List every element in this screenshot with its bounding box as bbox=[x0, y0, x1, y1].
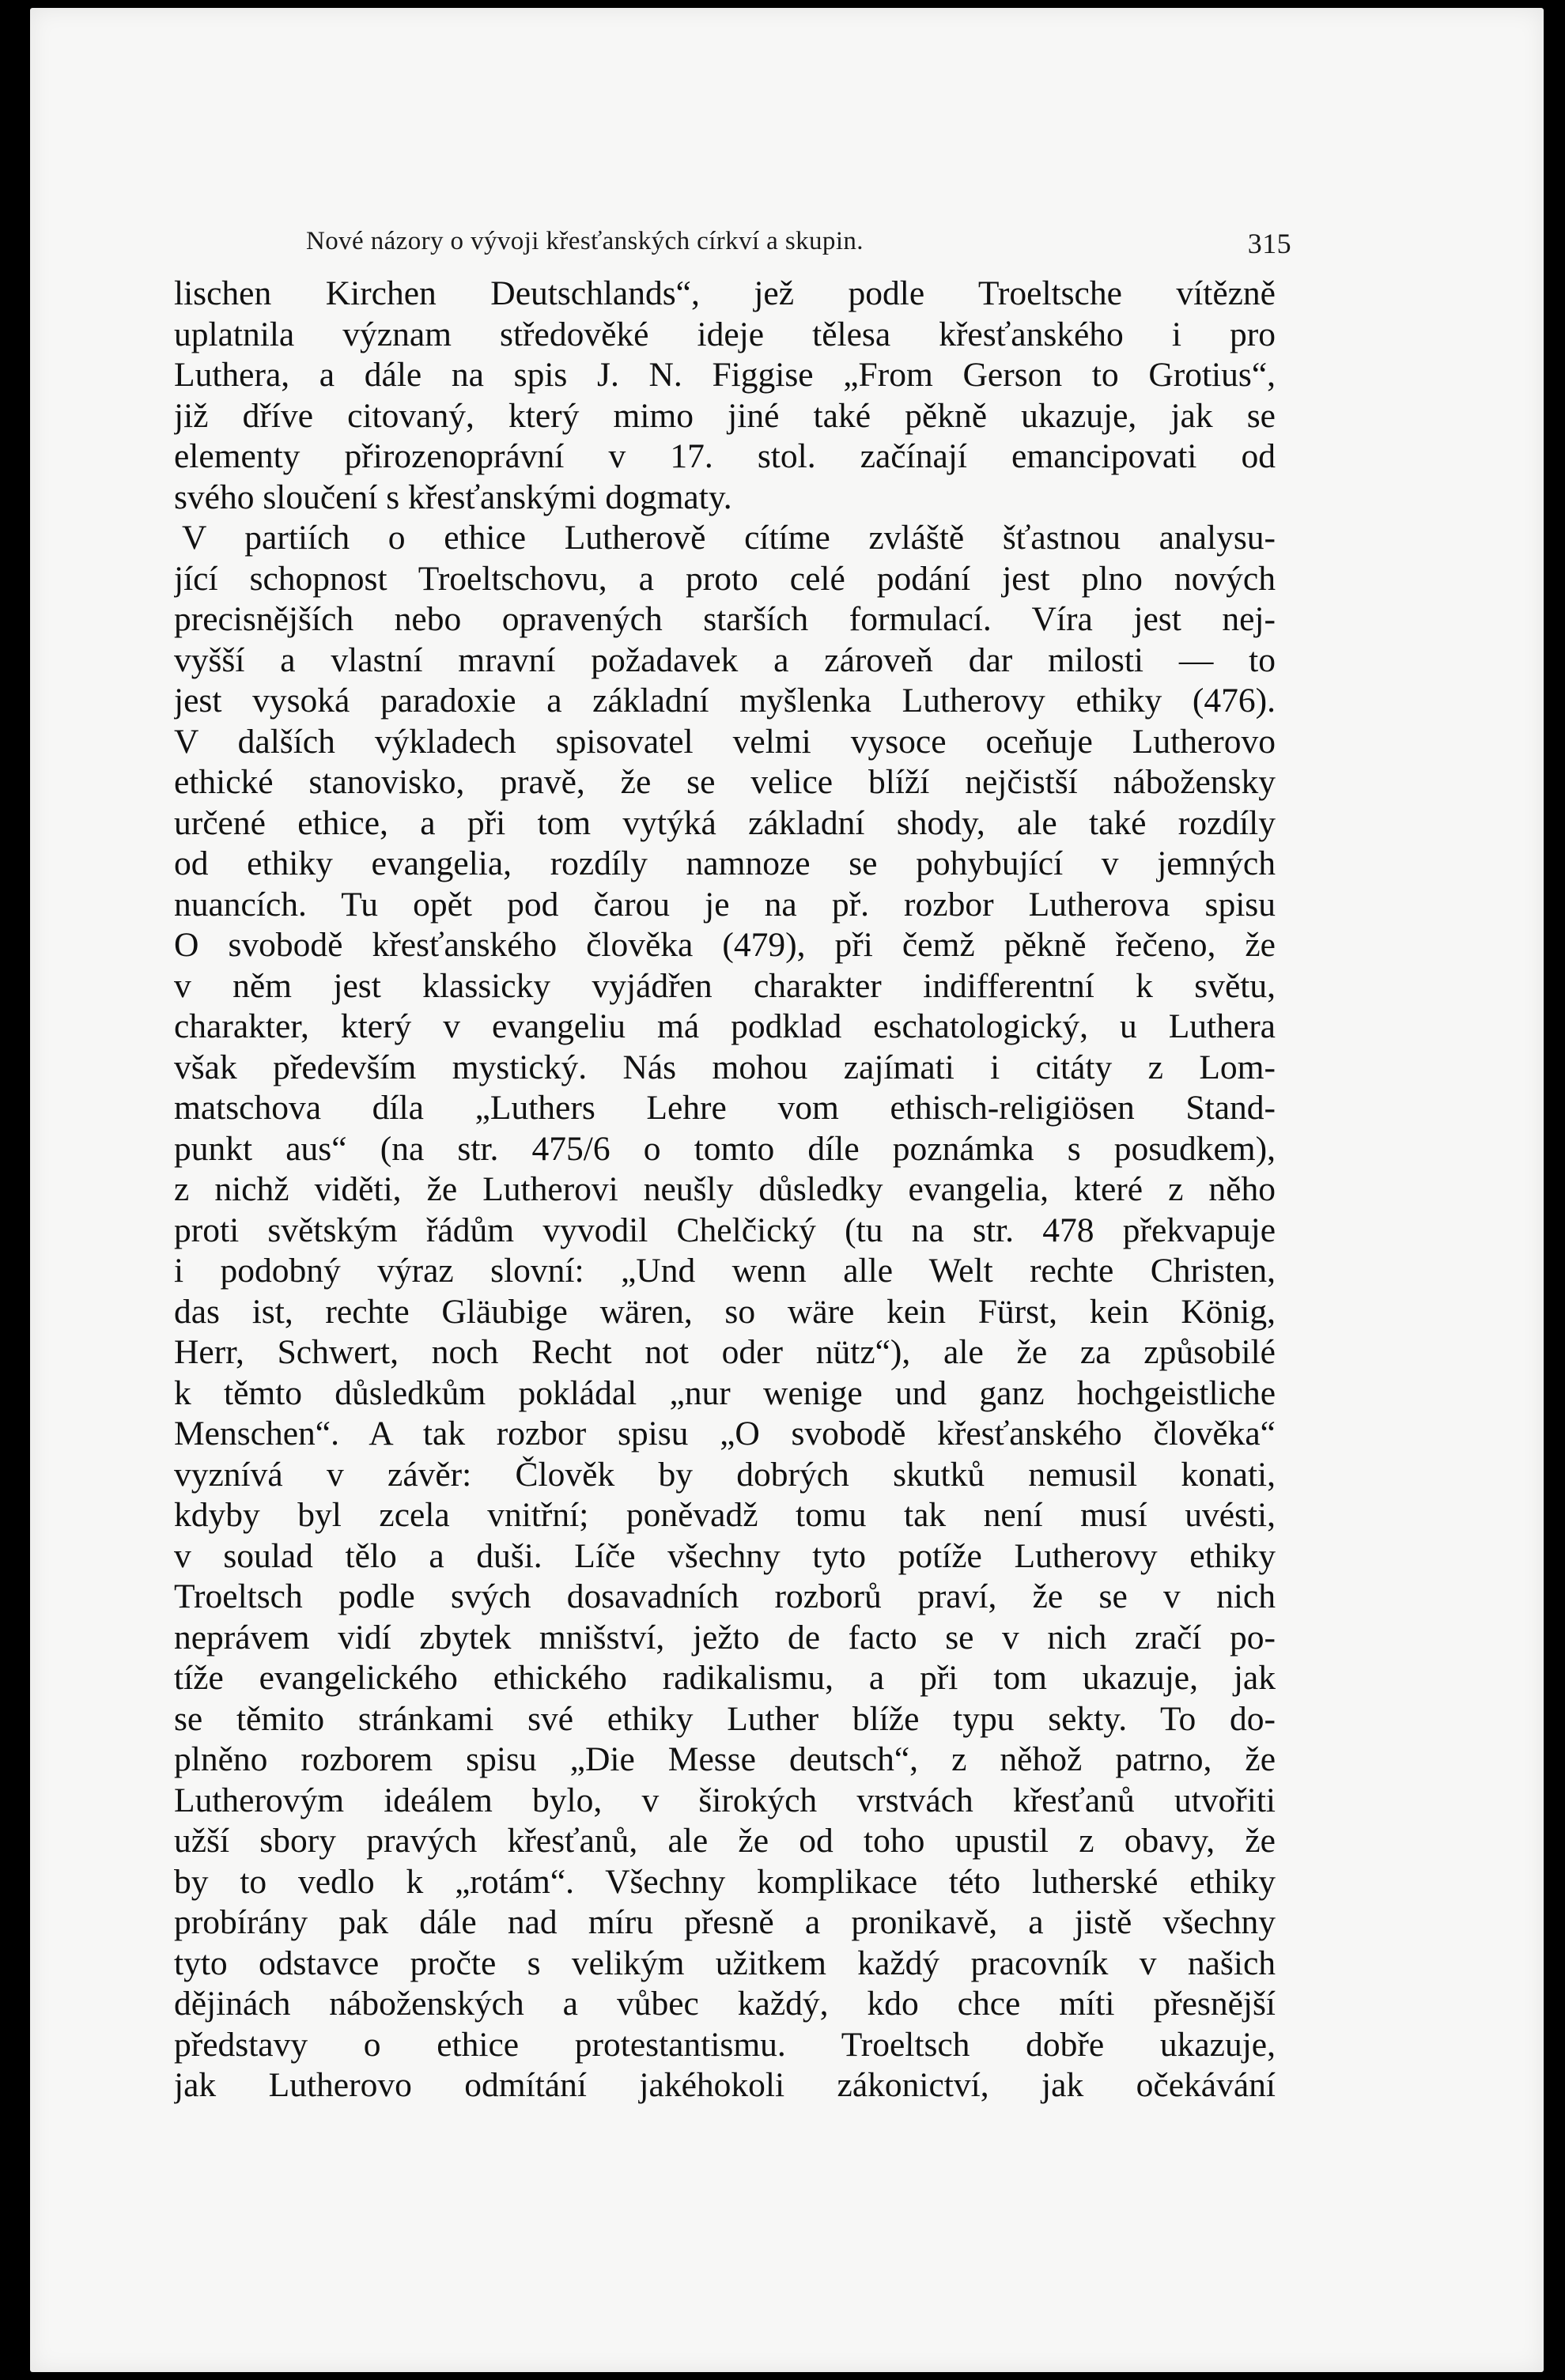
text-line: precisnějších nebo opravených starších formulací. Víra jest nej- bbox=[174, 600, 1276, 638]
text-line: lischen Kirchen Deutschlands“, jež podle Troeltsche vítězně bbox=[174, 274, 1276, 312]
text-line: k těmto důsledkům pokládal „nur wenige und ganz hochgeistliche bbox=[174, 1373, 1276, 1412]
text-line: i podobný výraz slovní: „Und wenn alle Welt rechte Christen, bbox=[174, 1252, 1276, 1290]
text-line: das ist, rechte Gläubige wären, so wäre kein Fürst, kein König, bbox=[174, 1292, 1276, 1331]
text-line: vyznívá v závěr: Člověk by dobrých skutků nemusil konati, bbox=[174, 1455, 1276, 1494]
text-line: punkt aus“ (na str. 475/6 o tomto díle poznámka s posudkem), bbox=[174, 1129, 1276, 1168]
text-line: v něm jest klassicky vyjádřen charakter indifferentní k světu, bbox=[174, 966, 1276, 1005]
text-line: se těmito stránkami své ethiky Luther blíže typu sekty. To do- bbox=[174, 1699, 1276, 1738]
text-line: uplatnila význam středověké ideje tělesa křesťanského i pro bbox=[174, 315, 1276, 353]
text-line: svého sloučení s křesťanskými dogmaty. bbox=[174, 478, 732, 516]
text-line: by to vedlo k „rotám“. Všechny komplikace této lutherské ethiky bbox=[174, 1862, 1276, 1901]
text-line: V partiích o ethice Lutherově cítíme zvláště šťastnou analysu- bbox=[182, 519, 1276, 557]
text-line: O svobodě křesťanského člověka (479), při čemž pěkně řečeno, že bbox=[174, 926, 1276, 964]
text-line: kdyby byl zcela vnitřní; poněvadž tomu tak není musí uvésti, bbox=[174, 1496, 1276, 1534]
text-line: Luthera, a dále na spis J. N. Figgise „From Gerson to Grotius“, bbox=[174, 356, 1276, 394]
text-line: charakter, který v evangeliu má podklad eschatologický, u Luthera bbox=[174, 1007, 1276, 1045]
text-line: již dříve citovaný, který mimo jiné také pěkně ukazuje, jak se bbox=[174, 396, 1276, 435]
text-line: v soulad tělo a duši. Líče všechny tyto potíže Lutherovy ethiky bbox=[174, 1536, 1276, 1575]
text-line: V dalších výkladech spisovatel velmi vysoce oceňuje Lutherovo bbox=[174, 722, 1276, 761]
running-header bbox=[175, 227, 1306, 266]
page-number: 315 bbox=[1247, 228, 1291, 259]
text-line: Herr, Schwert, noch Recht not oder nütz“), ale že za způsobilé bbox=[174, 1333, 1276, 1371]
text-line: Menschen“. A tak rozbor spisu „O svobodě křesťanského člověka“ bbox=[174, 1415, 1276, 1453]
text-line: jest vysoká paradoxie a základní myšlenka Lutherovy ethiky (476). bbox=[174, 682, 1276, 720]
text-line: tíže evangelického ethického radikalismu, a při tom ukazuje, jak bbox=[174, 1659, 1276, 1697]
text-line: matschova díla „Luthers Lehre vom ethisch-religiösen Stand- bbox=[174, 1089, 1276, 1127]
text-line: plněno rozborem spisu „Die Messe deutsch“, z něhož patrno, že bbox=[174, 1740, 1276, 1778]
text-line: Troeltsch podle svých dosavadních rozborů praví, že se v nich bbox=[174, 1577, 1276, 1615]
text-line: probírány pak dále nad míru přesně a pronikavě, a jistě všechny bbox=[174, 1903, 1276, 1941]
text-line bbox=[174, 2106, 1276, 2148]
text-line: užší sbory pravých křesťanů, ale že od toho upustil z obavy, že bbox=[174, 1822, 1276, 1860]
text-line: jící schopnost Troeltschovu, a proto celé podání jest plno nových bbox=[174, 559, 1276, 598]
text-line: určené ethice, a při tom vytýká základní shody, ale také rozdíly bbox=[174, 803, 1276, 842]
text-line: z nichž viděti, že Lutherovi neušly důsledky evangelia, které z něho bbox=[174, 1170, 1276, 1208]
text-line: však především mystický. Nás mohou zajímati i citáty z Lom- bbox=[174, 1048, 1276, 1086]
text-line: neprávem vidí zbytek mnišství, ježto de facto se v nich zračí po- bbox=[174, 1618, 1276, 1657]
text-line: tyto odstavce pročte s velikým užitkem každý pracovník v našich bbox=[174, 1944, 1276, 1982]
text-line: ethické stanovisko, pravě, že se velice blíží nejčistší nábožensky bbox=[174, 763, 1276, 801]
text-line: Lutherovým ideálem bylo, v širokých vrstvách křesťanů utvořiti bbox=[174, 1781, 1276, 1819]
running-title: Nové názory o vývoji křesťanských církví a skupin. bbox=[306, 227, 864, 255]
text-line: od ethiky evangelia, rozdíly namnoze se pohybující v jemných bbox=[174, 844, 1276, 882]
text-line: dějinách náboženských a vůbec každý, kdo chce míti přesnější bbox=[174, 1985, 1276, 2023]
text-line: vyšší a vlastní mravní požadavek a zároveň dar milosti — to bbox=[174, 640, 1276, 679]
text-line: jak Lutherovo odmítání jakéhokoli zákonictví, jak očekávání bbox=[174, 2066, 1276, 2104]
text-line: proti světským řádům vyvodil Chelčický (tu na str. 478 překvapuje bbox=[174, 1211, 1276, 1249]
text-line: elementy přirozenoprávní v 17. stol. začínají emancipovati od bbox=[174, 437, 1276, 475]
text-line: nuancích. Tu opět pod čarou je na př. rozbor Lutherova spisu bbox=[174, 885, 1276, 924]
text-line: představy o ethice protestantismu. Troeltsch dobře ukazuje, bbox=[174, 2025, 1276, 2064]
body-text bbox=[174, 274, 1276, 2147]
